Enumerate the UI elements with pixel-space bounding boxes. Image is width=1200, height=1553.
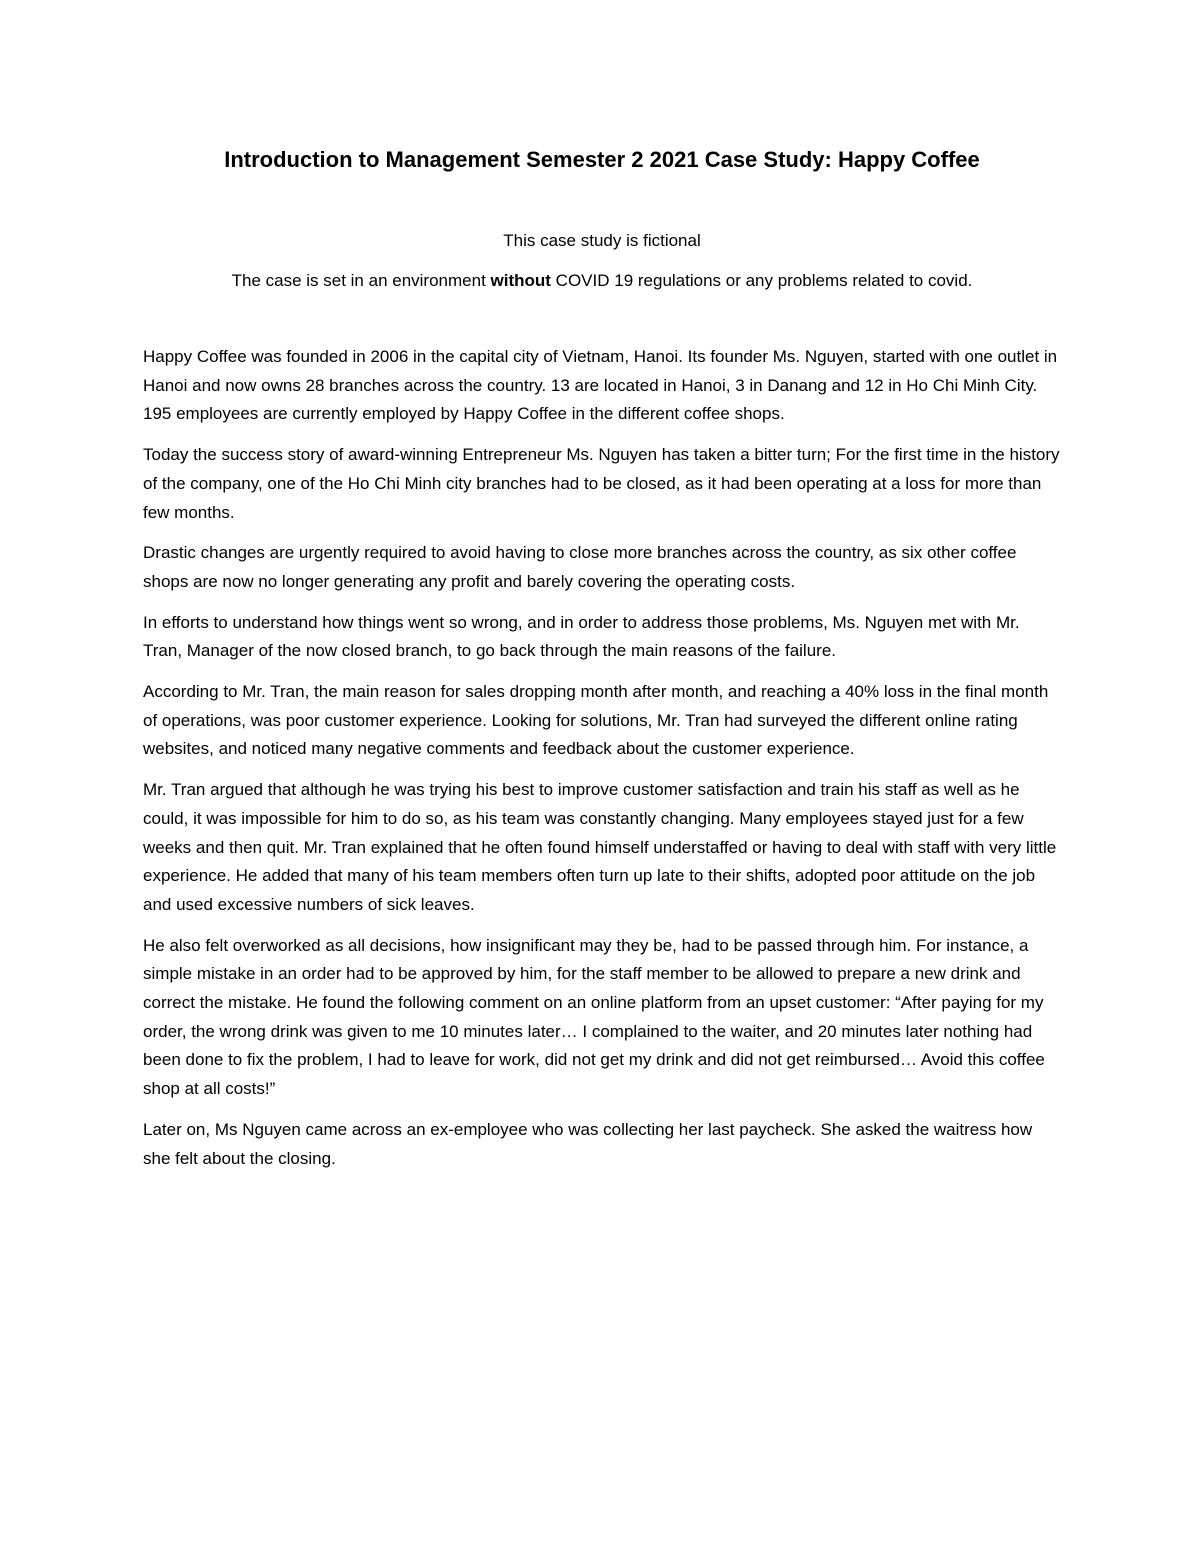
fictional-disclaimer: This case study is fictional [503,231,701,250]
paragraph-ex-employee: Later on, Ms Nguyen came across an ex-employee who was collecting her last paycheck. She asked the waitress how she felt about the closing. [143,1119,1033,1168]
setting-note-after: COVID 19 regulations or any problems related to covid. [550,271,973,290]
document-title: Introduction to Management Semester 2 2021 Case Study: Happy Coffee [224,147,980,172]
paragraph-drastic-changes: Drastic changes are urgently required to avoid having to close more branches across the country, as six other coffee shops are now no longer generating any profit and barely covering the operating costs. [143,543,1017,591]
setting-note-emphasis: without [490,271,551,290]
setting-note [143,267,1061,295]
paragraph-overworked: He also felt overworked as all decisions, how insignificant may they be, had to be passed through him. For instance, a simple mistake in an order had to be approved by him, for the staff member to be allowed to prepare a new drink and correct the mistake. He found the following comment on an online platform from an upset customer: “After paying for my order, the wrong drink was given to me 10 minutes later… I complained to the waiter, and 20 minutes later nothing had been done to fix the problem, I had to leave for work, did not get my drink and did not get reimbursed… Avoid this coffee shop at all costs!” [143,935,1045,1099]
case-body [143,343,1061,1173]
paragraph-meeting: In efforts to understand how things went so wrong, and in order to address those problems, Ms. Nguyen met with Mr. Tran, Manager of the now closed branch, to go back through the main reasons of the failure. [143,612,1020,661]
paragraph-staff-turnover: Mr. Tran argued that although he was trying his best to improve customer satisfaction and train his staff as well as he could, it was impossible for him to do so, as his team was constantly changing. Many employees stayed just for a few weeks and then quit. Mr. Tran explained that he often found himself understaffed or having to deal with staff with very little experience. He added that many of his team members often turn up late to their shifts, adopted poor attitude on the job and used excessive numbers of sick leaves. [143,780,1057,914]
document-content [143,143,1061,1185]
paragraph-sales-drop: According to Mr. Tran, the main reason for sales dropping month after month, and reaching a 40% loss in the final month of operations, was poor customer experience. Looking for solutions, Mr. Tran had surveyed the different online rating websites, and noticed many negative comments and feedback about the customer experience. [143,682,1049,759]
paragraph-founding: Happy Coffee was founded in 2006 in the capital city of Vietnam, Hanoi. Its founder Ms. Nguyen, started with one outlet in Hanoi and now owns 28 branches across the country. 13 are located in Hanoi, 3 in Danang and 12 in Ho Chi Minh City. 195 employees are currently employed by Happy Coffee in the different coffee shops. [143,347,1058,424]
paragraph-bitter-turn: Today the success story of award-winning Entrepreneur Ms. Nguyen has taken a bitter turn; For the first time in the history of the company, one of the Ho Chi Minh city branches had to be closed, as it had been operating at a loss for more than few months. [143,445,1060,522]
setting-note-before: The case is set in an environment [231,271,491,290]
